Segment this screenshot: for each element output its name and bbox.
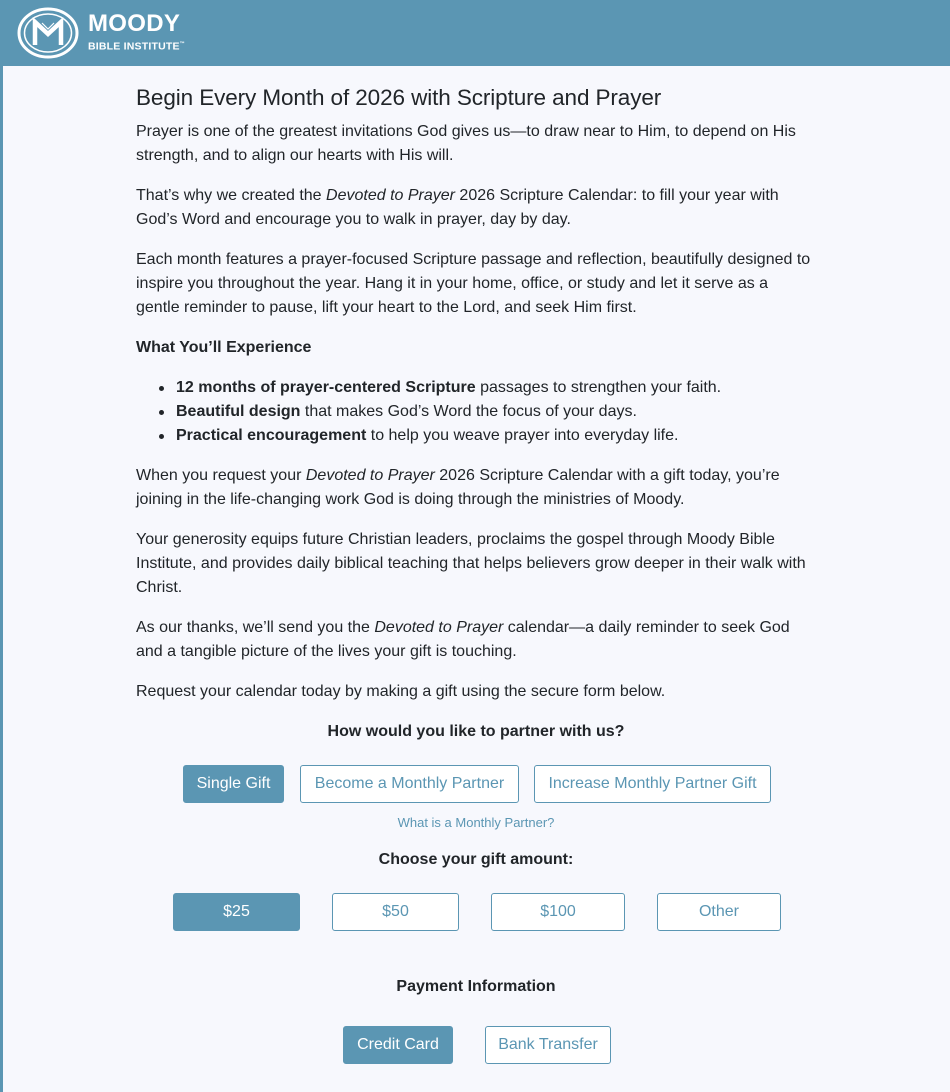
calendar-title-italic: Devoted to Prayer xyxy=(374,619,504,636)
cta-paragraph: Request your calendar today by making a gift using the secure form below. xyxy=(136,683,666,700)
amount-100-button[interactable]: $100 xyxy=(491,893,625,931)
monthly-partner-button[interactable]: Become a Monthly Partner xyxy=(300,765,519,803)
bullet-text: passages to strengthen your faith. xyxy=(475,379,722,396)
amount-other-button[interactable]: Other xyxy=(657,893,781,931)
text: That’s why we created the xyxy=(136,187,327,204)
thanks-paragraph xyxy=(136,616,816,664)
payment-method-options xyxy=(136,1026,816,1064)
payment-heading: Payment Information xyxy=(396,978,556,995)
bullet-bold: 12 months of prayer-centered Scripture xyxy=(176,379,476,396)
gift-amount-options xyxy=(136,893,816,931)
list-item xyxy=(176,376,816,400)
text: As our thanks, we’ll send you the xyxy=(136,619,375,636)
increase-monthly-gift-button[interactable]: Increase Monthly Partner Gift xyxy=(534,765,771,803)
main-content xyxy=(136,66,816,1064)
brand-title: MOODY xyxy=(88,10,181,38)
partner-options xyxy=(136,765,816,803)
text: calendar—a daily reminder to seek God and a tangible picture of the lives your gift is touching. xyxy=(136,619,790,660)
site-header xyxy=(0,0,950,66)
bullet-bold: Beautiful design xyxy=(176,403,301,420)
amount-25-button[interactable]: $25 xyxy=(173,893,300,931)
credit-card-button[interactable]: Credit Card xyxy=(343,1026,453,1064)
bullet-bold: Practical encouragement xyxy=(176,427,367,444)
list-item xyxy=(176,424,816,448)
request-paragraph xyxy=(136,464,816,512)
page-left-border xyxy=(0,0,3,1092)
page-title: Begin Every Month of 2026 with Scripture and Prayer xyxy=(136,85,662,110)
trademark-symbol: ™ xyxy=(179,41,185,48)
moody-m-logo-icon xyxy=(16,6,80,60)
moody-logo[interactable] xyxy=(16,6,185,60)
features-paragraph: Each month features a prayer-focused Scripture passage and reflection, beautifully designed to inspire you throughout the year. Hang it in your home, office, or study and let it serve as a gentle reminder to pause, lift your heart to the Lord, and seek Him first. xyxy=(136,251,811,316)
text: When you request your xyxy=(136,467,306,484)
experience-list xyxy=(136,376,816,448)
brand-subtitle: BIBLE INSTITUTE xyxy=(88,40,180,53)
text: 2026 Scripture Calendar: to fill your year with God’s Word and encourage you to walk in prayer, day by day. xyxy=(136,187,779,228)
amount-50-button[interactable]: $50 xyxy=(332,893,459,931)
what-is-monthly-partner-link[interactable]: What is a Monthly Partner? xyxy=(397,815,555,830)
bullet-text: to help you weave prayer into everyday life. xyxy=(366,427,679,444)
intro-paragraph: Prayer is one of the greatest invitations God gives us—to draw near to Him, to depend on His strength, and to align our hearts with His will. xyxy=(136,123,796,164)
generosity-paragraph: Your generosity equips future Christian leaders, proclaims the gospel through Moody Bible Institute, and provides daily biblical teaching that helps believers grow deeper in their walk with Christ. xyxy=(136,531,806,596)
experience-heading: What You’ll Experience xyxy=(136,339,312,356)
gift-amount-heading: Choose your gift amount: xyxy=(378,851,574,868)
text: 2026 Scripture Calendar with a gift today, you’re joining in the life-changing work God is doing through the ministries of Moody. xyxy=(136,467,780,508)
calendar-title-italic: Devoted to Prayer xyxy=(326,187,455,204)
calendar-title-italic: Devoted to Prayer xyxy=(305,467,435,484)
calendar-paragraph xyxy=(136,184,816,232)
partner-heading: How would you like to partner with us? xyxy=(327,723,625,740)
bank-transfer-button[interactable]: Bank Transfer xyxy=(485,1026,611,1064)
bullet-text: that makes God’s Word the focus of your days. xyxy=(300,403,637,420)
single-gift-button[interactable]: Single Gift xyxy=(183,765,284,803)
list-item xyxy=(176,400,816,424)
